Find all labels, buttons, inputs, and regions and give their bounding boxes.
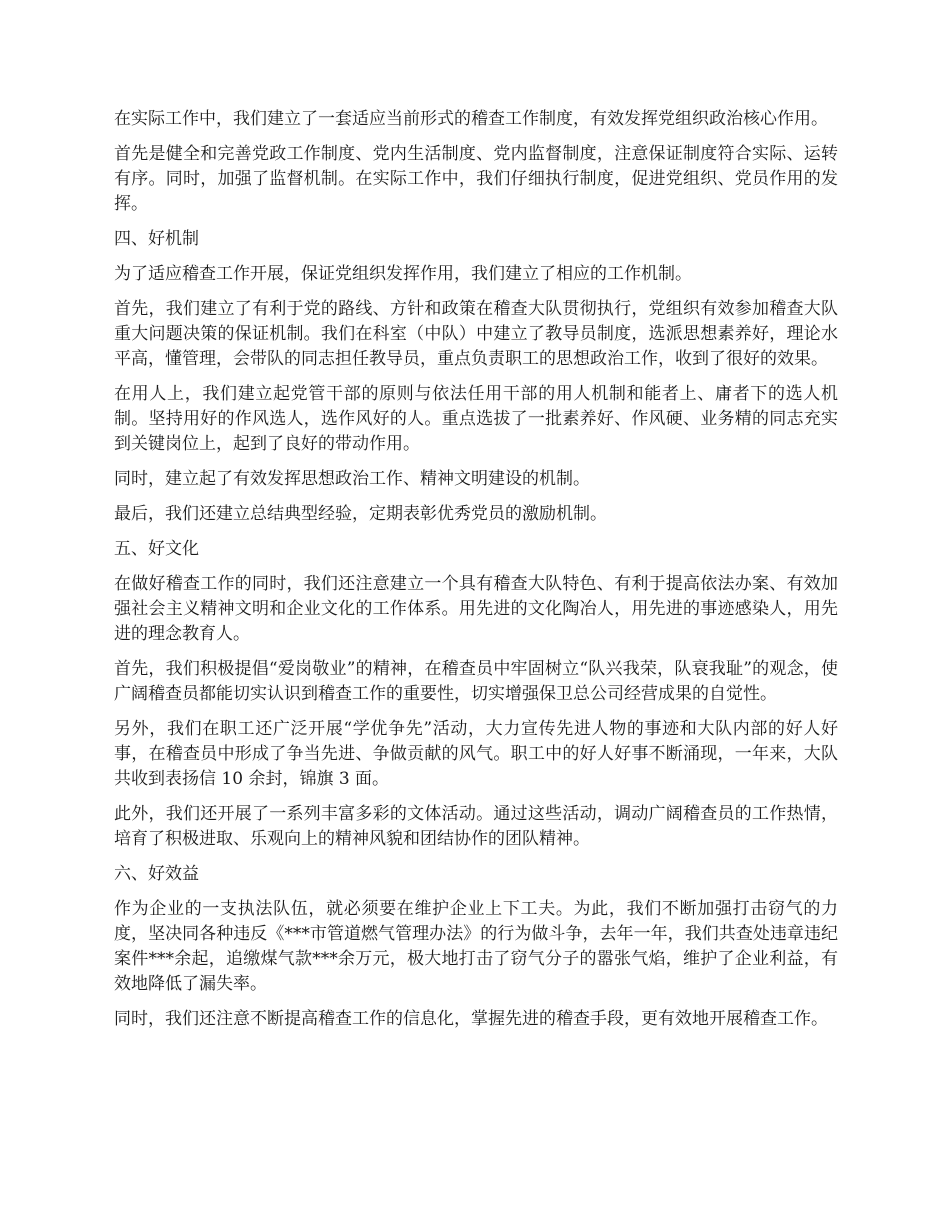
section-heading: 五、好文化 [114,539,199,559]
paragraph: 首先，我们建立了有利于党的路线、方针和政策在稽查大队贯彻执行，党组织有效参加稽查大队重大问题决策的保证机制。我们在科室（中队）中建立了教导员制度，选派思想素养好，理论水平高，懂管理，会带队的同志担任教导员，重点负责职工的思想政治工作，收到了很好的效果。 [114,299,838,369]
paragraph: 首先，我们积极提倡“爱岗敬业”的精神，在稽查员中牢固树立“队兴我荣，队衰我耻”的观念，使广阔稽查员都能切实认识到稽查工作的重要性，切实增强保卫总公司经营成果的自觉性。 [114,659,838,704]
section-heading: 六、好效益 [114,864,199,884]
section-heading: 四、好机制 [114,229,199,249]
paragraph: 在做好稽查工作的同时，我们还注意建立一个具有稽查大队特色、有利于提高依法办案、有效加强社会主义精神文明和企业文化的工作体系。用先进的文化陶冶人，用先进的事迹感染人，用先进的理念教育人。 [114,574,838,644]
paragraph: 另外，我们在职工还广泛开展“学优争先”活动，大力宣传先进人物的事迹和大队内部的好人好事，在稽查员中形成了争当先进、争做贡献的风气。职工中的好人好事不断涌现，一年来，大队共收到表扬信 10 余封，锦旗 3 面。 [114,719,838,789]
document-body [114,107,838,1042]
paragraph: 在实际工作中，我们建立了一套适应当前形式的稽查工作制度，有效发挥党组织政治核心作用。 [114,109,828,129]
paragraph: 同时，我们还注意不断提高稽查工作的信息化，掌握先进的稽查手段，更有效地开展稽查工作。 [114,1009,828,1029]
paragraph: 此外，我们还开展了一系列丰富多彩的文体活动。通过这些活动，调动广阔稽查员的工作热情，培育了积极进取、乐观向上的精神风貌和团结协作的团队精神。 [114,804,838,849]
paragraph: 最后，我们还建立总结典型经验，定期表彰优秀党员的激励机制。 [114,504,607,524]
paragraph: 为了适应稽查工作开展，保证党组织发挥作用，我们建立了相应的工作机制。 [114,264,692,284]
paragraph: 首先是健全和完善党政工作制度、党内生活制度、党内监督制度，注意保证制度符合实际、运转有序。同时，加强了监督机制。在实际工作中，我们仔细执行制度，促进党组织、党员作用的发挥。 [114,144,838,214]
paragraph: 同时，建立起了有效发挥思想政治工作、精神文明建设的机制。 [114,469,590,489]
paragraph: 在用人上，我们建立起党管干部的原则与依法任用干部的用人机制和能者上、庸者下的选人机制。坚持用好的作风选人，选作风好的人。重点选拔了一批素养好、作风硬、业务精的同志充实到关键岗位上，起到了良好的带动作用。 [114,384,838,454]
paragraph: 作为企业的一支执法队伍，就必须要在维护企业上下工夫。为此，我们不断加强打击窃气的力度，坚决同各种违反《***市管道燃气管理办法》的行为做斗争，去年一年，我们共查处违章违纪案件***余起，追缴煤气款***余万元，极大地打击了窃气分子的嚣张气焰，维护了企业利益，有效地降低了漏失率。 [114,899,838,994]
